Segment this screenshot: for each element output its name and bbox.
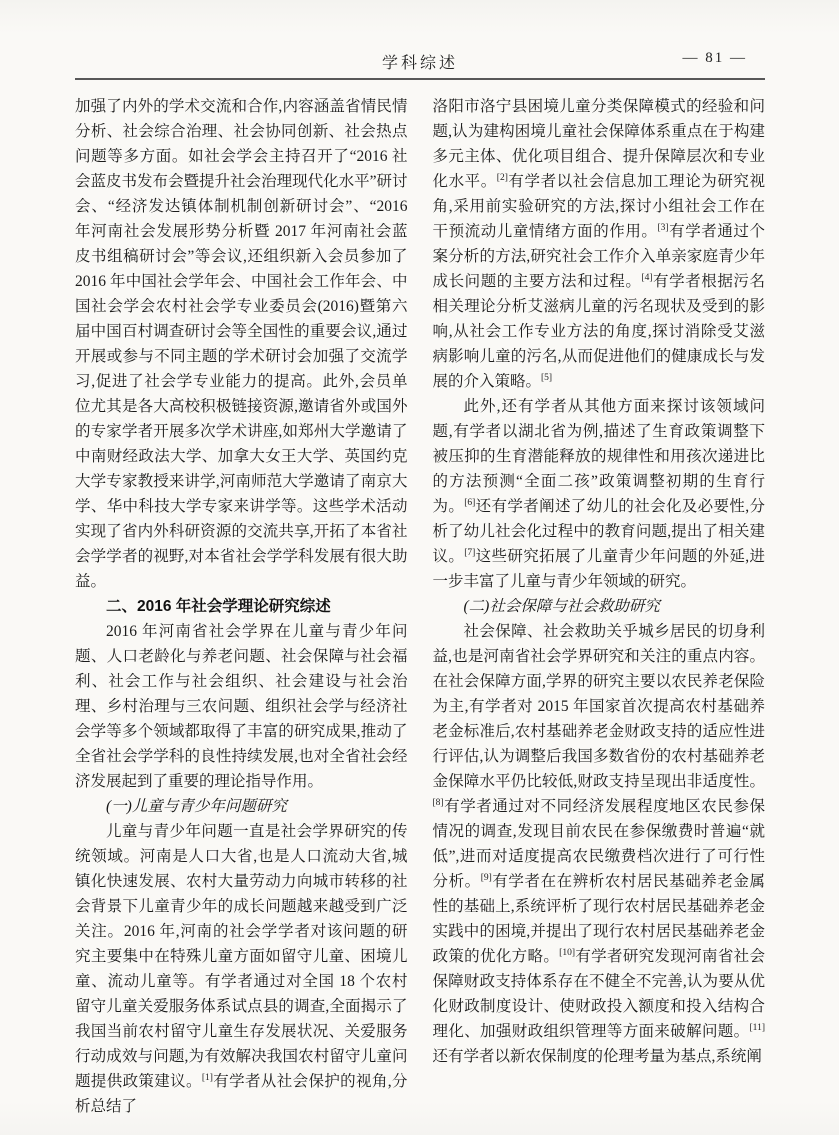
subsection-heading: (一)儿童与青少年问题研究 (106, 798, 287, 815)
page-number: — 81 — (682, 50, 747, 66)
paragraph: 洛阳市洛宁县困境儿童分类保障模式的经验和问题,认为建构困境儿童社会保障体系重点在于构建多元主体、优化项目组合、提升保障层次和专业化水平。[2]有学者以社会信息加工理论为研究视角,采用前实验研究的方法,探讨小组社会工作在干预流动儿童情绪方面的作用。[3]有学者通过个案分析的方法,研究社会工作介入单亲家庭青少年成长问题的主要方法和过程。[4]有学者根据污名相关理论分析艾滋病儿童的污名现状及受到的影响,从社会工作专业方法的角度,探讨消除受艾滋病影响儿童的污名,从而促进他们的健康成长与发展的介入策略。[5] (432, 98, 765, 390)
citation-ref: [2] (496, 173, 508, 183)
paragraph: 加强了内外的学术交流和合作,内容涵盖省情民情分析、社会综合治理、社会协同创新、社会热点问题等多方面。如社会学会主持召开了“2016 社会蓝皮书发布会暨提升社会治理现代化水平”研讨会、“经济发达镇体制机制创新研讨会”、“2016 年河南社会发展形势分析暨 2017 年河南社会蓝皮书组稿研讨会”等会议,还组织新入会员参加了 2016 年中国社会学年会、中国社会工作年会、中国社会学会农村社会学专业委员会(2016)暨第六届中国百村调查研讨会等全国性的重要会议,通过开展或参与不同主题的学术研讨会加强了交流学习,促进了社会学专业能力的提高。此外,会员单位尤其是各大高校积极链接资源,邀请省外或国外的专家学者开展多次学术讲座,如郑州大学邀请了中南财经政法大学、加拿大女王大学、英国约克大学专家教授来讲学,河南师范大学邀请了南京大学、华中科技大学专家来讲学等。这些学术活动实现了省内外科研资源的交流共享,开拓了本省社会学学者的视野,对本省社会学学科发展有很大助益。 (75, 98, 408, 590)
citation-ref: [1] (201, 1073, 213, 1083)
citation-ref: [11] (749, 1023, 765, 1033)
citation-ref: [3] (657, 223, 669, 233)
citation-ref: [5] (541, 373, 553, 383)
paragraph: 2016 年河南省社会学界在儿童与青少年问题、人口老龄化与养老问题、社会保障与社会福利、社会工作与社会组织、社会建设与社会治理、乡村治理与三农问题、组织社会学与经济社会学等多个领域都取得了丰富的研究成果,推动了全省社会学学科的良性持续发展,也对全省社会经济发展起到了重要的理论指导作用。 (75, 623, 408, 790)
section-heading: 二、2016 年社会学理论研究综述 (106, 598, 331, 615)
citation-ref: [7] (464, 548, 476, 558)
subsection-heading: (二)社会保障与社会救助研究 (463, 598, 660, 615)
paragraph: 此外,还有学者从其他方面来探讨该领域问题,有学者以湖北省为例,描述了生育政策调整下被压抑的生育潜能释放的规律性和用孩次递进比的方法预测“全面二孩”政策调整初期的生育行为。[6]还有学者阐述了幼儿的社会化及必要性,分析了幼儿社会化过程中的教育问题,提出了相关建议。[7]这些研究拓展了儿童青少年问题的外延,进一步丰富了儿童与青少年领域的研究。 (432, 398, 765, 590)
citation-ref: [10] (559, 948, 575, 958)
paragraph: 儿童与青少年问题一直是社会学界研究的传统领域。河南是人口大省,也是人口流动大省,城镇化快速发展、农村大量劳动力向城市转移的社会背景下儿童青少年的成长问题越来越受到广泛关注。2016 年,河南的社会学学者对该问题的研究主要集中在特殊儿童方面如留守儿童、困境儿童、流动儿童等。有学者通过对全国 18 个农村留守儿童关爱服务体系试点县的调查,全面揭示了我国当前农村留守儿童生存发展状况、关爱服务行动成效与问题,为有效解决我国农村留守儿童问题提供政策建议。[1]有学者从社会保护的视角,分析总结了 (75, 823, 408, 1115)
citation-ref: [4] (641, 273, 653, 283)
text-columns (75, 94, 765, 1119)
right-column (433, 94, 766, 1119)
page-header (75, 50, 765, 80)
left-column (75, 94, 408, 1119)
running-title: 学科综述 (381, 55, 458, 72)
citation-ref: [6] (464, 498, 476, 508)
citation-ref: [9] (480, 873, 492, 883)
citation-ref: [8] (432, 798, 444, 808)
paragraph: 社会保障、社会救助关乎城乡居民的切身利益,也是河南省社会学界研究和关注的重点内容。在社会保障方面,学界的研究主要以农民养老保险为主,有学者对 2015 年国家首次提高农村基础养老金标准后,农村基础养老金财政支持的适应性进行评估,认为调整后我国多数省份的农村基础养老金保障水平仍比较低,财政支持呈现出非适度性。[8]有学者通过对不同经济发展程度地区农民参保情况的调查,发现目前农民在参保缴费时普遍“就低”,进而对适度提高农民缴费档次进行了可行性分析。[9]有学者在在辨析农村居民基础养老金属性的基础上,系统评析了现行农村居民基础养老金实践中的困境,并提出了现行农村居民基础养老金政策的优化方略。[10]有学者研究发现河南省社会保障财政支持体系存在不健全不完善,认为要从优化财政制度设计、使财政投入额度和投入结构合理化、加强财政组织管理等方面来破解问题。[11]还有学者以新农保制度的伦理考量为基点,系统阐 (432, 623, 765, 1065)
